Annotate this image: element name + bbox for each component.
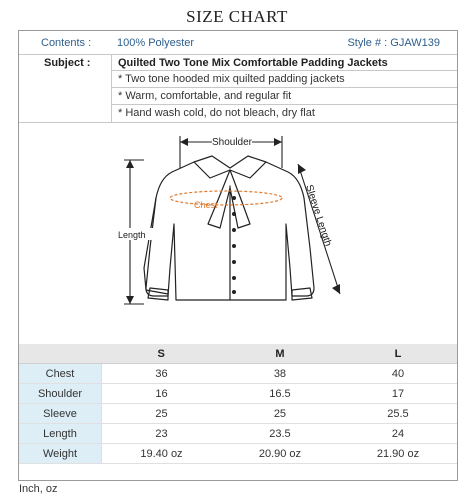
divider — [19, 54, 457, 55]
contents-value: 100% Polyester — [117, 37, 195, 49]
subject-title: Quilted Two Tone Mix Comfortable Padding Jackets — [118, 57, 388, 69]
contents-label: Contents : — [41, 37, 92, 49]
table-cell: 17 — [339, 384, 457, 404]
table-cell: 25.5 — [339, 404, 457, 424]
table-row — [19, 444, 457, 464]
garment-diagram — [100, 128, 380, 334]
table-header-row — [19, 344, 457, 364]
bullet-item: * Two tone hooded mix quilted padding jackets — [118, 73, 345, 85]
contents-row — [19, 37, 457, 53]
collar — [194, 156, 266, 178]
table-cell: 19.40 oz — [102, 444, 221, 464]
table-row — [19, 404, 457, 424]
chest-label: Chest — [194, 200, 218, 210]
table-cell: 23 — [102, 424, 221, 444]
divider — [111, 104, 457, 105]
shoulder-label: Shoulder — [211, 137, 253, 148]
bullet-item: * Warm, comfortable, and regular fit — [118, 90, 292, 102]
table-cell: 23.5 — [221, 424, 339, 444]
row-label: Shoulder — [19, 384, 102, 404]
table-cell: 40 — [339, 364, 457, 384]
size-header-l: L — [339, 344, 457, 364]
divider — [111, 87, 457, 88]
sleeve-length-label: Sleeve Length — [303, 183, 334, 248]
table-cell: 21.90 oz — [339, 444, 457, 464]
units-note: Inch, oz — [19, 483, 58, 495]
row-label: Chest — [19, 364, 102, 384]
bow-left — [208, 170, 230, 228]
row-label: Weight — [19, 444, 102, 464]
bullet-item: * Hand wash cold, do not bleach, dry flat — [118, 107, 315, 119]
divider — [19, 122, 457, 123]
size-header-s: S — [102, 344, 221, 364]
table-cell: 36 — [102, 364, 221, 384]
row-label: Length — [19, 424, 102, 444]
table-cell: 16.5 — [221, 384, 339, 404]
table-cell: 38 — [221, 364, 339, 384]
table-row — [19, 384, 457, 404]
subject-label: Subject : — [44, 57, 91, 69]
corner-cell — [19, 344, 102, 364]
table-row — [19, 364, 457, 384]
table-cell: 16 — [102, 384, 221, 404]
style-number: Style # : GJAW139 — [347, 37, 440, 49]
table-cell: 25 — [102, 404, 221, 424]
size-table — [19, 344, 457, 464]
table-cell: 25 — [221, 404, 339, 424]
cuff-right — [292, 288, 312, 300]
table-cell: 24 — [339, 424, 457, 444]
row-label: Sleeve — [19, 404, 102, 424]
divider — [111, 70, 457, 71]
divider — [111, 54, 112, 122]
table-cell: 20.90 oz — [221, 444, 339, 464]
page-title: SIZE CHART — [186, 7, 288, 26]
size-header-m: M — [221, 344, 339, 364]
length-label: Length — [118, 230, 146, 240]
table-row — [19, 424, 457, 444]
left-sleeve — [144, 198, 168, 294]
